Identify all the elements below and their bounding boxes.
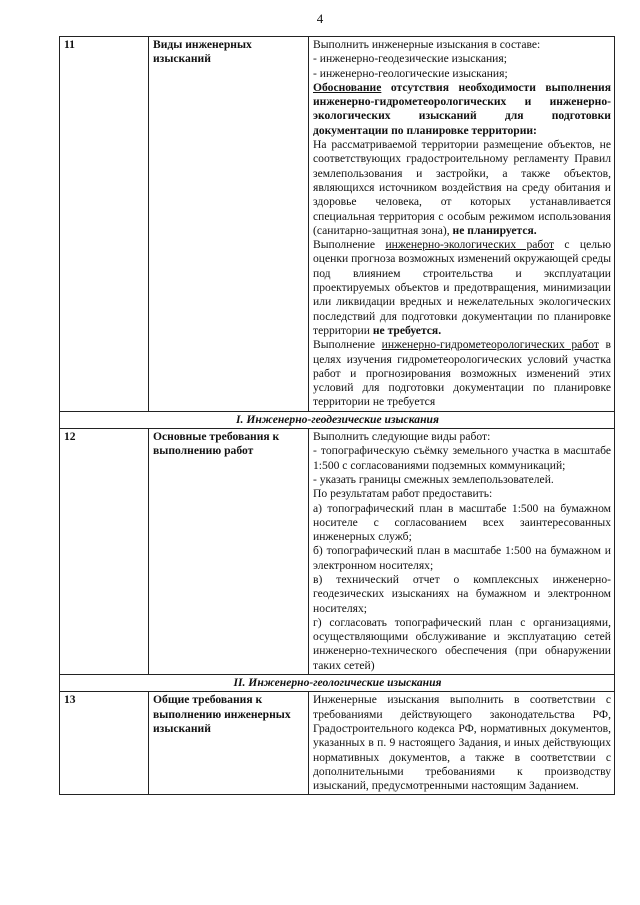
list-item: - топографическую съёмку земельного участка в масштабе 1:500 с согласованиями подземных коммуникаций;: [313, 444, 611, 472]
section-heading: II. Инженерно-геологические изыскания: [60, 675, 615, 692]
section-heading: I. Инженерно-геодезические изыскания: [60, 411, 615, 428]
row-description: [309, 37, 615, 412]
text: Выполнение: [313, 338, 382, 352]
underlined-text: инженерно-гидрометеорологических работ: [381, 338, 599, 352]
paragraph: [313, 138, 611, 238]
row-number: 13: [60, 692, 149, 795]
paragraph: - инженерно-геологические изыскания;: [313, 66, 508, 80]
text: На рассматриваемой территории размещение объектов, не соответствующих градостроительному регламенту Правил землепользования и застройки, а также объектов, являющихся источником воздействия на среду обитания и здоровье человека, от которых устанавливается специальная территория с особым режимом использования (санитарно-защитная зона),: [313, 138, 611, 237]
list-item: а) топографический план в масштабе 1:500 на бумажном носителе с согласованием всех заинтересованных инженерных служб;: [313, 501, 611, 544]
paragraph-justification: [313, 81, 611, 138]
page-number: 4: [316, 11, 324, 26]
paragraph: - инженерно-геодезические изыскания;: [313, 52, 507, 66]
requirements-table: [59, 36, 615, 795]
bold-text: не требуется.: [372, 323, 442, 337]
list-item: г) согласовать топографический план с организациями, осуществляющими обслуживание и эксплуатацию сетей инженерно-технического обеспечения (при обнаружении таких сетей): [313, 615, 611, 672]
row-title: Общие требования к выполнению инженерных изысканий: [149, 692, 309, 795]
row-title: Основные требования к выполнению работ: [149, 429, 309, 675]
paragraph: [313, 238, 611, 338]
list-item: По результатам работ предоставить:: [313, 487, 493, 501]
text: с целью оценки прогноза возможных изменений окружающей среды под влиянием строительства и эксплуатации проектируемых объектов и предотвращения, минимизации или ликвидации вредных и нежелательных экологических последствий для подготовки документации по планировке территории: [313, 238, 611, 337]
list-item: в) технический отчет о комплексных инженерно-геодезических изысканиях на бумажном и электронном носителях;: [313, 572, 611, 615]
row-number: 11: [60, 37, 149, 412]
row-title: Виды инженерных изысканий: [149, 37, 309, 412]
row-description: [309, 429, 615, 675]
underlined-text: инженерно-экологических работ: [385, 238, 555, 252]
table-row: [60, 429, 615, 675]
paragraph: Выполнить инженерные изыскания в составе:: [313, 38, 541, 51]
list-item: б) топографический план в масштабе 1:500 на бумажном и электронном носителях;: [313, 544, 611, 572]
list-item: Выполнить следующие виды работ:: [313, 430, 491, 444]
bold-text: отсутствия необходимости выполнения инженерно-гидрометеорологических и инженерно-экологических изысканий для подготовки документации по планировке территории:: [313, 80, 611, 137]
section-row: [60, 675, 615, 692]
row-number: 12: [60, 429, 149, 675]
bold-text: не планируется.: [452, 223, 537, 237]
underlined-text: Обоснование: [313, 80, 382, 94]
list-item: - указать границы смежных землепользователей.: [313, 472, 554, 486]
row-description: [309, 692, 615, 795]
paragraph: Инженерные изыскания выполнить в соответствии с требованиями действующего законодательства РФ, Градостроительного кодекса РФ, нормативных документов, указанных в п. 9 настоящего Задания, и иных действующих нормативных документов, а также в соответствии с дополнительными требованиями к производству изысканий, предусмотренными настоящим Заданием.: [313, 693, 611, 793]
section-row: [60, 411, 615, 428]
text: Выполнение: [313, 238, 386, 252]
text: в целях изучения гидрометеорологических условий участка работ и прогнозирования возможных изменений этих условий для подготовки документации по планировке территории не требуется: [313, 338, 612, 409]
table-row: [60, 692, 615, 795]
table-row: [60, 37, 615, 412]
paragraph: [313, 338, 611, 409]
